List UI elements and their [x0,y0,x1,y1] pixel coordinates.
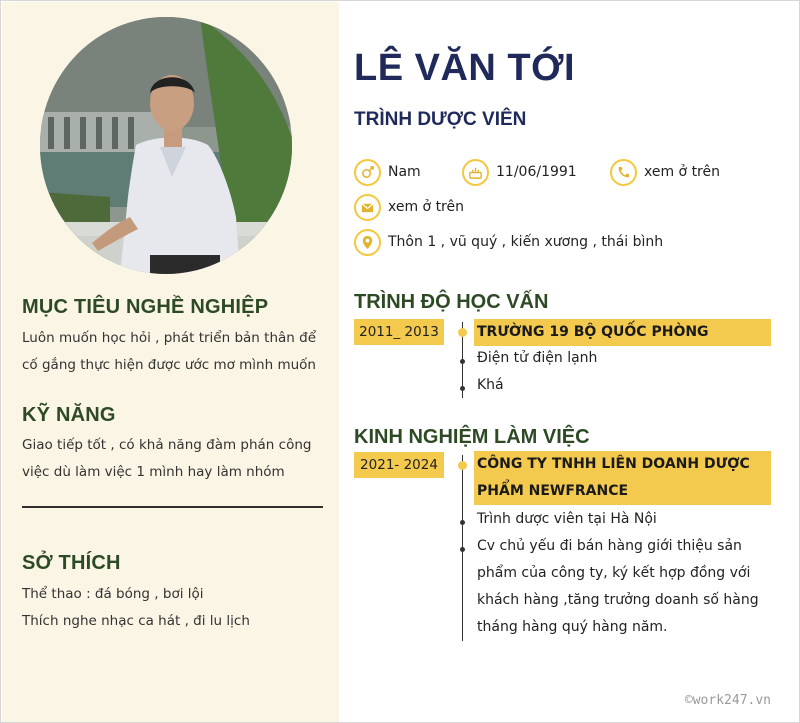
education-grade: Khá [477,377,504,393]
gender-icon [354,159,381,186]
email-text: xem ở trên [388,199,464,215]
location-icon [354,229,381,256]
hobby-item: Thích nghe nhạc ca hát , đi lu lịch [22,613,250,629]
info-phone [610,158,720,186]
objective-text: Luôn muốn học hỏi , phát triển bản thân để cố gắng thực hiện được ước mơ mình muốn [22,330,316,373]
info-gender [354,158,421,186]
sidebar [2,2,339,722]
phone-icon [610,159,637,186]
objective-title: MỤC TIÊU NGHỀ NGHIỆP [22,296,269,318]
info-email [354,193,464,221]
bullet-dot [460,547,465,552]
birthday-text: 11/06/1991 [496,164,577,180]
experience-description: Cv chủ yếu đi bán hàng giới thiệu sản phẩm của công ty, ký kết hợp đồng với khách hàng ,tăng trưởng doanh số hàng tháng hàng quý hàng năm. [477,538,759,635]
address-text: Thôn 1 , vũ quý , kiến xương , thái bình [388,234,664,250]
watermark: ©work247.vn [684,693,771,708]
education-period: 2011_ 2013 [354,319,444,345]
skills-title: KỸ NĂNG [22,404,116,426]
info-birthday [462,158,577,186]
candidate-name: LÊ VĂN TỚI [354,47,576,89]
info-address [354,228,663,256]
education-title: TRÌNH ĐỘ HỌC VẤN [354,291,549,313]
skills-text: Giao tiếp tốt , có khả năng đàm phán công việc dù làm việc 1 mình hay làm nhóm [22,437,312,480]
education-major: Điện tử điện lạnh [477,350,598,366]
hobbies-title: SỞ THÍCH [22,552,121,574]
experience-company: CÔNG TY TNHH LIÊN DOANH DƯỢC PHẨM NEWFRANCE [474,451,771,505]
bullet-dot [460,386,465,391]
bullet-dot [460,520,465,525]
experience-title: KINH NGHIỆM LÀM VIỆC [354,426,590,448]
hobby-item: Thể thao : đá bóng , bơi lội [22,586,204,602]
phone-text: xem ở trên [644,164,720,180]
gender-text: Nam [388,164,421,180]
timeline-dot [458,328,467,337]
divider [22,506,323,508]
education-school: TRƯỜNG 19 BỘ QUỐC PHÒNG [474,319,771,346]
experience-period: 2021- 2024 [354,452,444,478]
bullet-dot [460,359,465,364]
cake-icon [462,159,489,186]
experience-role: Trình dược viên tại Hà Nội [477,511,657,527]
email-icon [354,194,381,221]
timeline-dot [458,461,467,470]
profile-photo [40,17,292,274]
job-position: TRÌNH DƯỢC VIÊN [354,109,527,130]
